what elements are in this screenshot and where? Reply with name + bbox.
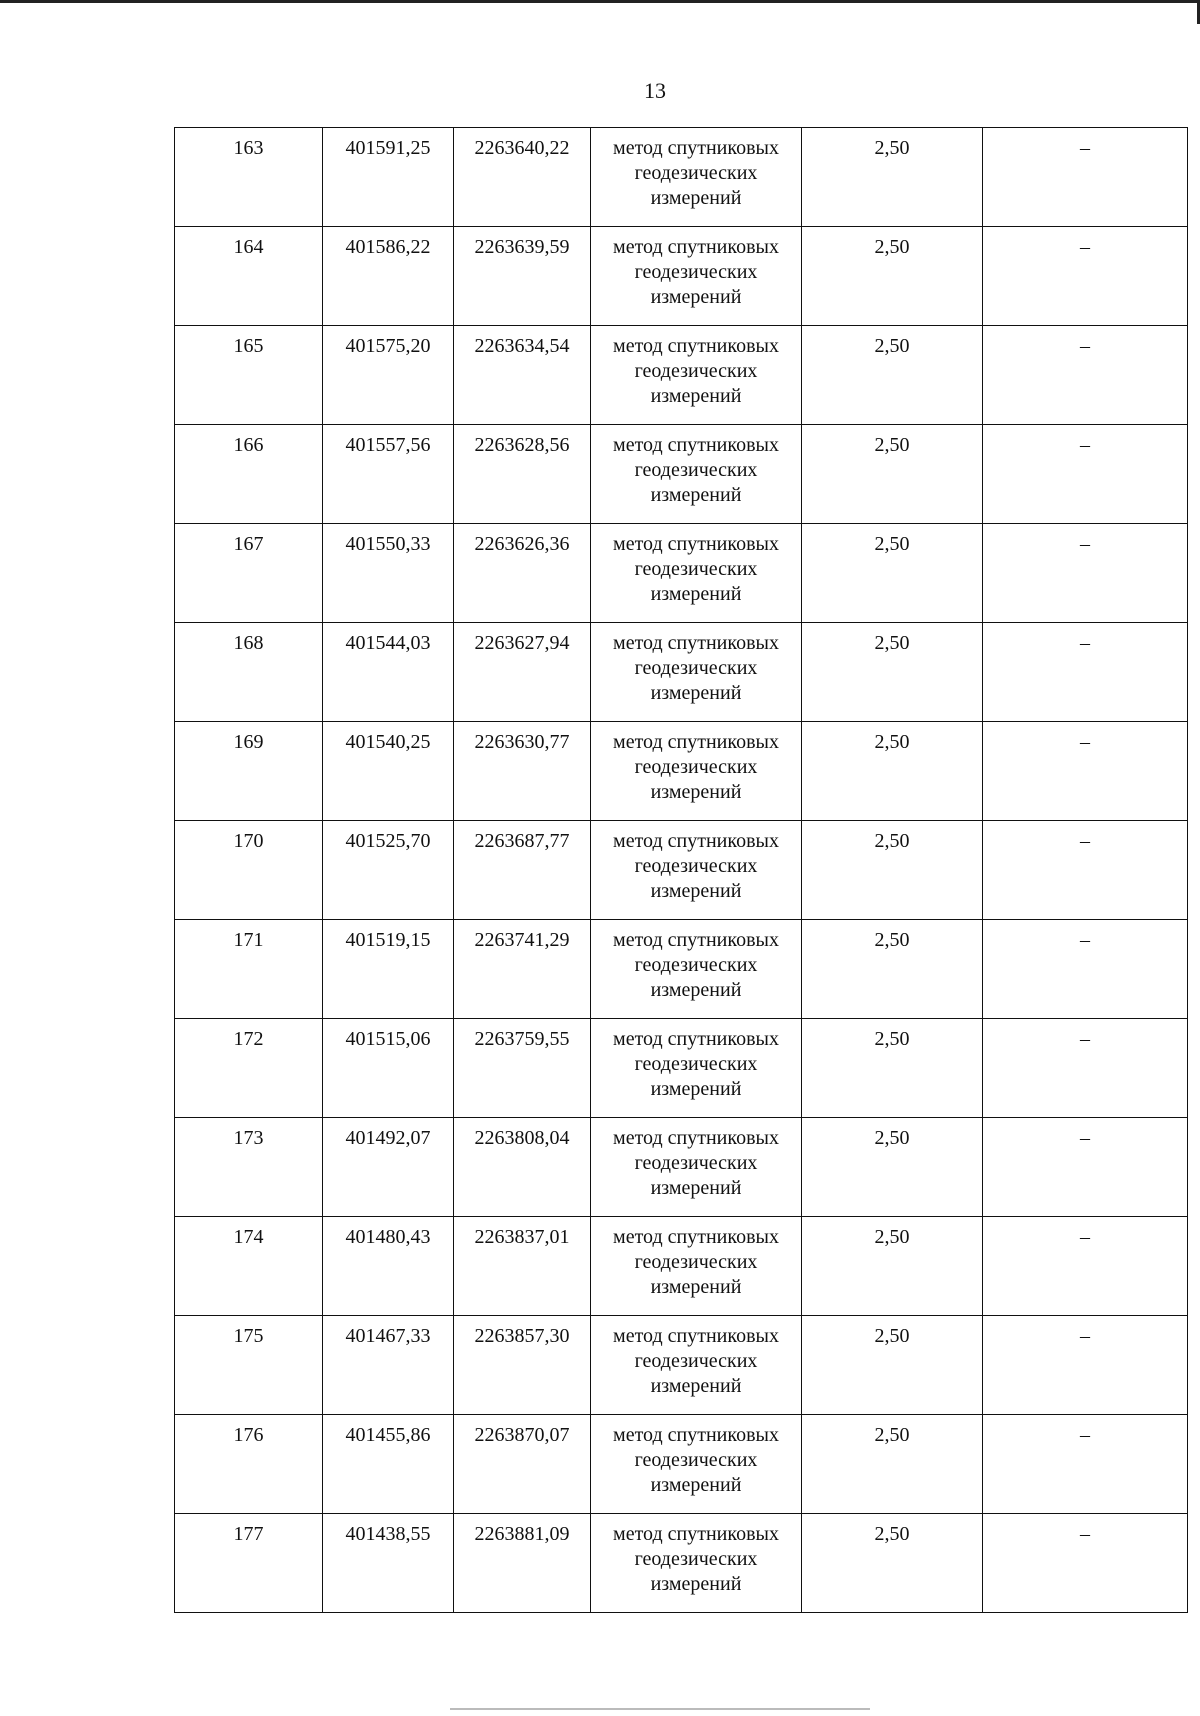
method-line: метод спутниковых (613, 434, 779, 456)
point-number-cell: 168 (175, 623, 323, 722)
description-cell: – (983, 524, 1188, 623)
method-line: метод спутниковых (613, 335, 779, 357)
accuracy-cell: 2,50 (802, 1514, 983, 1613)
table-row (175, 1019, 1188, 1118)
x-coordinate-cell: 401519,15 (323, 920, 454, 1019)
y-coordinate-cell: 2263741,29 (454, 920, 591, 1019)
table-row (175, 722, 1188, 821)
method-line: геодезических (634, 162, 758, 184)
y-coordinate-cell: 2263634,54 (454, 326, 591, 425)
method-line: измерений (650, 682, 742, 704)
accuracy-cell: 2,50 (802, 1415, 983, 1514)
method-line: измерений (650, 781, 742, 803)
method-line: метод спутниковых (613, 731, 779, 753)
x-coordinate-cell: 401438,55 (323, 1514, 454, 1613)
point-number-cell: 167 (175, 524, 323, 623)
method-line: измерений (650, 1177, 742, 1199)
method-cell (591, 227, 802, 326)
method-cell (591, 425, 802, 524)
accuracy-cell: 2,50 (802, 1217, 983, 1316)
table-row (175, 1118, 1188, 1217)
x-coordinate-cell: 401550,33 (323, 524, 454, 623)
method-cell (591, 1514, 802, 1613)
accuracy-cell: 2,50 (802, 722, 983, 821)
coordinates-table (174, 127, 1188, 1613)
accuracy-cell: 2,50 (802, 227, 983, 326)
accuracy-cell: 2,50 (802, 326, 983, 425)
table-row (175, 524, 1188, 623)
description-cell: – (983, 1019, 1188, 1118)
x-coordinate-cell: 401492,07 (323, 1118, 454, 1217)
method-line: геодезических (634, 1350, 758, 1372)
method-line: метод спутниковых (613, 830, 779, 852)
y-coordinate-cell: 2263639,59 (454, 227, 591, 326)
description-cell: – (983, 326, 1188, 425)
point-number-cell: 166 (175, 425, 323, 524)
table-row (175, 623, 1188, 722)
description-cell: – (983, 722, 1188, 821)
method-line: геодезических (634, 657, 758, 679)
method-line: геодезических (634, 1152, 758, 1174)
accuracy-cell: 2,50 (802, 1019, 983, 1118)
method-line: метод спутниковых (613, 533, 779, 555)
description-cell: – (983, 1415, 1188, 1514)
table-row (175, 326, 1188, 425)
method-line: геодезических (634, 954, 758, 976)
x-coordinate-cell: 401480,43 (323, 1217, 454, 1316)
x-coordinate-cell: 401586,22 (323, 227, 454, 326)
point-number-cell: 174 (175, 1217, 323, 1316)
method-line: метод спутниковых (613, 137, 779, 159)
method-line: геодезических (634, 855, 758, 877)
method-line: метод спутниковых (613, 632, 779, 654)
point-number-cell: 172 (175, 1019, 323, 1118)
method-line: геодезических (634, 261, 758, 283)
method-line: метод спутниковых (613, 1523, 779, 1545)
table-row (175, 425, 1188, 524)
accuracy-cell: 2,50 (802, 1316, 983, 1415)
method-line: измерений (650, 583, 742, 605)
description-cell: – (983, 1514, 1188, 1613)
description-cell: – (983, 920, 1188, 1019)
point-number-cell: 176 (175, 1415, 323, 1514)
method-line: метод спутниковых (613, 1325, 779, 1347)
y-coordinate-cell: 2263640,22 (454, 128, 591, 227)
point-number-cell: 173 (175, 1118, 323, 1217)
y-coordinate-cell: 2263628,56 (454, 425, 591, 524)
method-cell (591, 920, 802, 1019)
y-coordinate-cell: 2263870,07 (454, 1415, 591, 1514)
method-line: метод спутниковых (613, 1127, 779, 1149)
scan-frame-top (0, 0, 1200, 3)
method-line: геодезических (634, 1053, 758, 1075)
point-number-cell: 170 (175, 821, 323, 920)
accuracy-cell: 2,50 (802, 920, 983, 1019)
method-line: измерений (650, 1375, 742, 1397)
method-line: измерений (650, 1573, 742, 1595)
method-line: измерений (650, 1474, 742, 1496)
x-coordinate-cell: 401455,86 (323, 1415, 454, 1514)
method-line: измерений (650, 187, 742, 209)
x-coordinate-cell: 401467,33 (323, 1316, 454, 1415)
table-row (175, 128, 1188, 227)
y-coordinate-cell: 2263687,77 (454, 821, 591, 920)
point-number-cell: 177 (175, 1514, 323, 1613)
x-coordinate-cell: 401591,25 (323, 128, 454, 227)
method-line: измерений (650, 484, 742, 506)
method-line: метод спутниковых (613, 929, 779, 951)
description-cell: – (983, 623, 1188, 722)
method-line: измерений (650, 1276, 742, 1298)
method-cell (591, 821, 802, 920)
table-row (175, 821, 1188, 920)
method-line: геодезических (634, 558, 758, 580)
method-line: геодезических (634, 360, 758, 382)
method-cell (591, 1118, 802, 1217)
method-line: метод спутниковых (613, 1424, 779, 1446)
x-coordinate-cell: 401575,20 (323, 326, 454, 425)
table-row (175, 1415, 1188, 1514)
method-line: измерений (650, 385, 742, 407)
method-line: геодезических (634, 1251, 758, 1273)
method-line: метод спутниковых (613, 1028, 779, 1050)
point-number-cell: 163 (175, 128, 323, 227)
method-line: измерений (650, 286, 742, 308)
method-cell (591, 326, 802, 425)
x-coordinate-cell: 401525,70 (323, 821, 454, 920)
method-line: измерений (650, 1078, 742, 1100)
y-coordinate-cell: 2263881,09 (454, 1514, 591, 1613)
y-coordinate-cell: 2263759,55 (454, 1019, 591, 1118)
method-line: геодезических (634, 1548, 758, 1570)
accuracy-cell: 2,50 (802, 821, 983, 920)
method-line: геодезических (634, 1449, 758, 1471)
table-row (175, 1316, 1188, 1415)
y-coordinate-cell: 2263808,04 (454, 1118, 591, 1217)
accuracy-cell: 2,50 (802, 623, 983, 722)
accuracy-cell: 2,50 (802, 128, 983, 227)
y-coordinate-cell: 2263630,77 (454, 722, 591, 821)
y-coordinate-cell: 2263837,01 (454, 1217, 591, 1316)
table-row (175, 1217, 1188, 1316)
description-cell: – (983, 1118, 1188, 1217)
point-number-cell: 169 (175, 722, 323, 821)
accuracy-cell: 2,50 (802, 524, 983, 623)
point-number-cell: 171 (175, 920, 323, 1019)
method-line: метод спутниковых (613, 236, 779, 258)
description-cell: – (983, 821, 1188, 920)
method-line: геодезических (634, 756, 758, 778)
table-row (175, 920, 1188, 1019)
method-cell (591, 1019, 802, 1118)
method-cell (591, 1217, 802, 1316)
x-coordinate-cell: 401544,03 (323, 623, 454, 722)
description-cell: – (983, 1217, 1188, 1316)
point-number-cell: 175 (175, 1316, 323, 1415)
table-row (175, 227, 1188, 326)
scan-artifact-line (450, 1708, 870, 1710)
description-cell: – (983, 128, 1188, 227)
x-coordinate-cell: 401540,25 (323, 722, 454, 821)
y-coordinate-cell: 2263626,36 (454, 524, 591, 623)
method-line: геодезических (634, 459, 758, 481)
method-cell (591, 128, 802, 227)
table-body (175, 128, 1188, 1613)
method-cell (591, 623, 802, 722)
accuracy-cell: 2,50 (802, 1118, 983, 1217)
y-coordinate-cell: 2263627,94 (454, 623, 591, 722)
accuracy-cell: 2,50 (802, 425, 983, 524)
table-row (175, 1514, 1188, 1613)
method-cell (591, 722, 802, 821)
description-cell: – (983, 227, 1188, 326)
point-number-cell: 165 (175, 326, 323, 425)
x-coordinate-cell: 401557,56 (323, 425, 454, 524)
method-line: измерений (650, 880, 742, 902)
page-number: 13 (644, 78, 666, 103)
method-cell (591, 524, 802, 623)
description-cell: – (983, 425, 1188, 524)
description-cell: – (983, 1316, 1188, 1415)
y-coordinate-cell: 2263857,30 (454, 1316, 591, 1415)
x-coordinate-cell: 401515,06 (323, 1019, 454, 1118)
method-line: измерений (650, 979, 742, 1001)
method-cell (591, 1415, 802, 1514)
method-line: метод спутниковых (613, 1226, 779, 1248)
point-number-cell: 164 (175, 227, 323, 326)
method-cell (591, 1316, 802, 1415)
